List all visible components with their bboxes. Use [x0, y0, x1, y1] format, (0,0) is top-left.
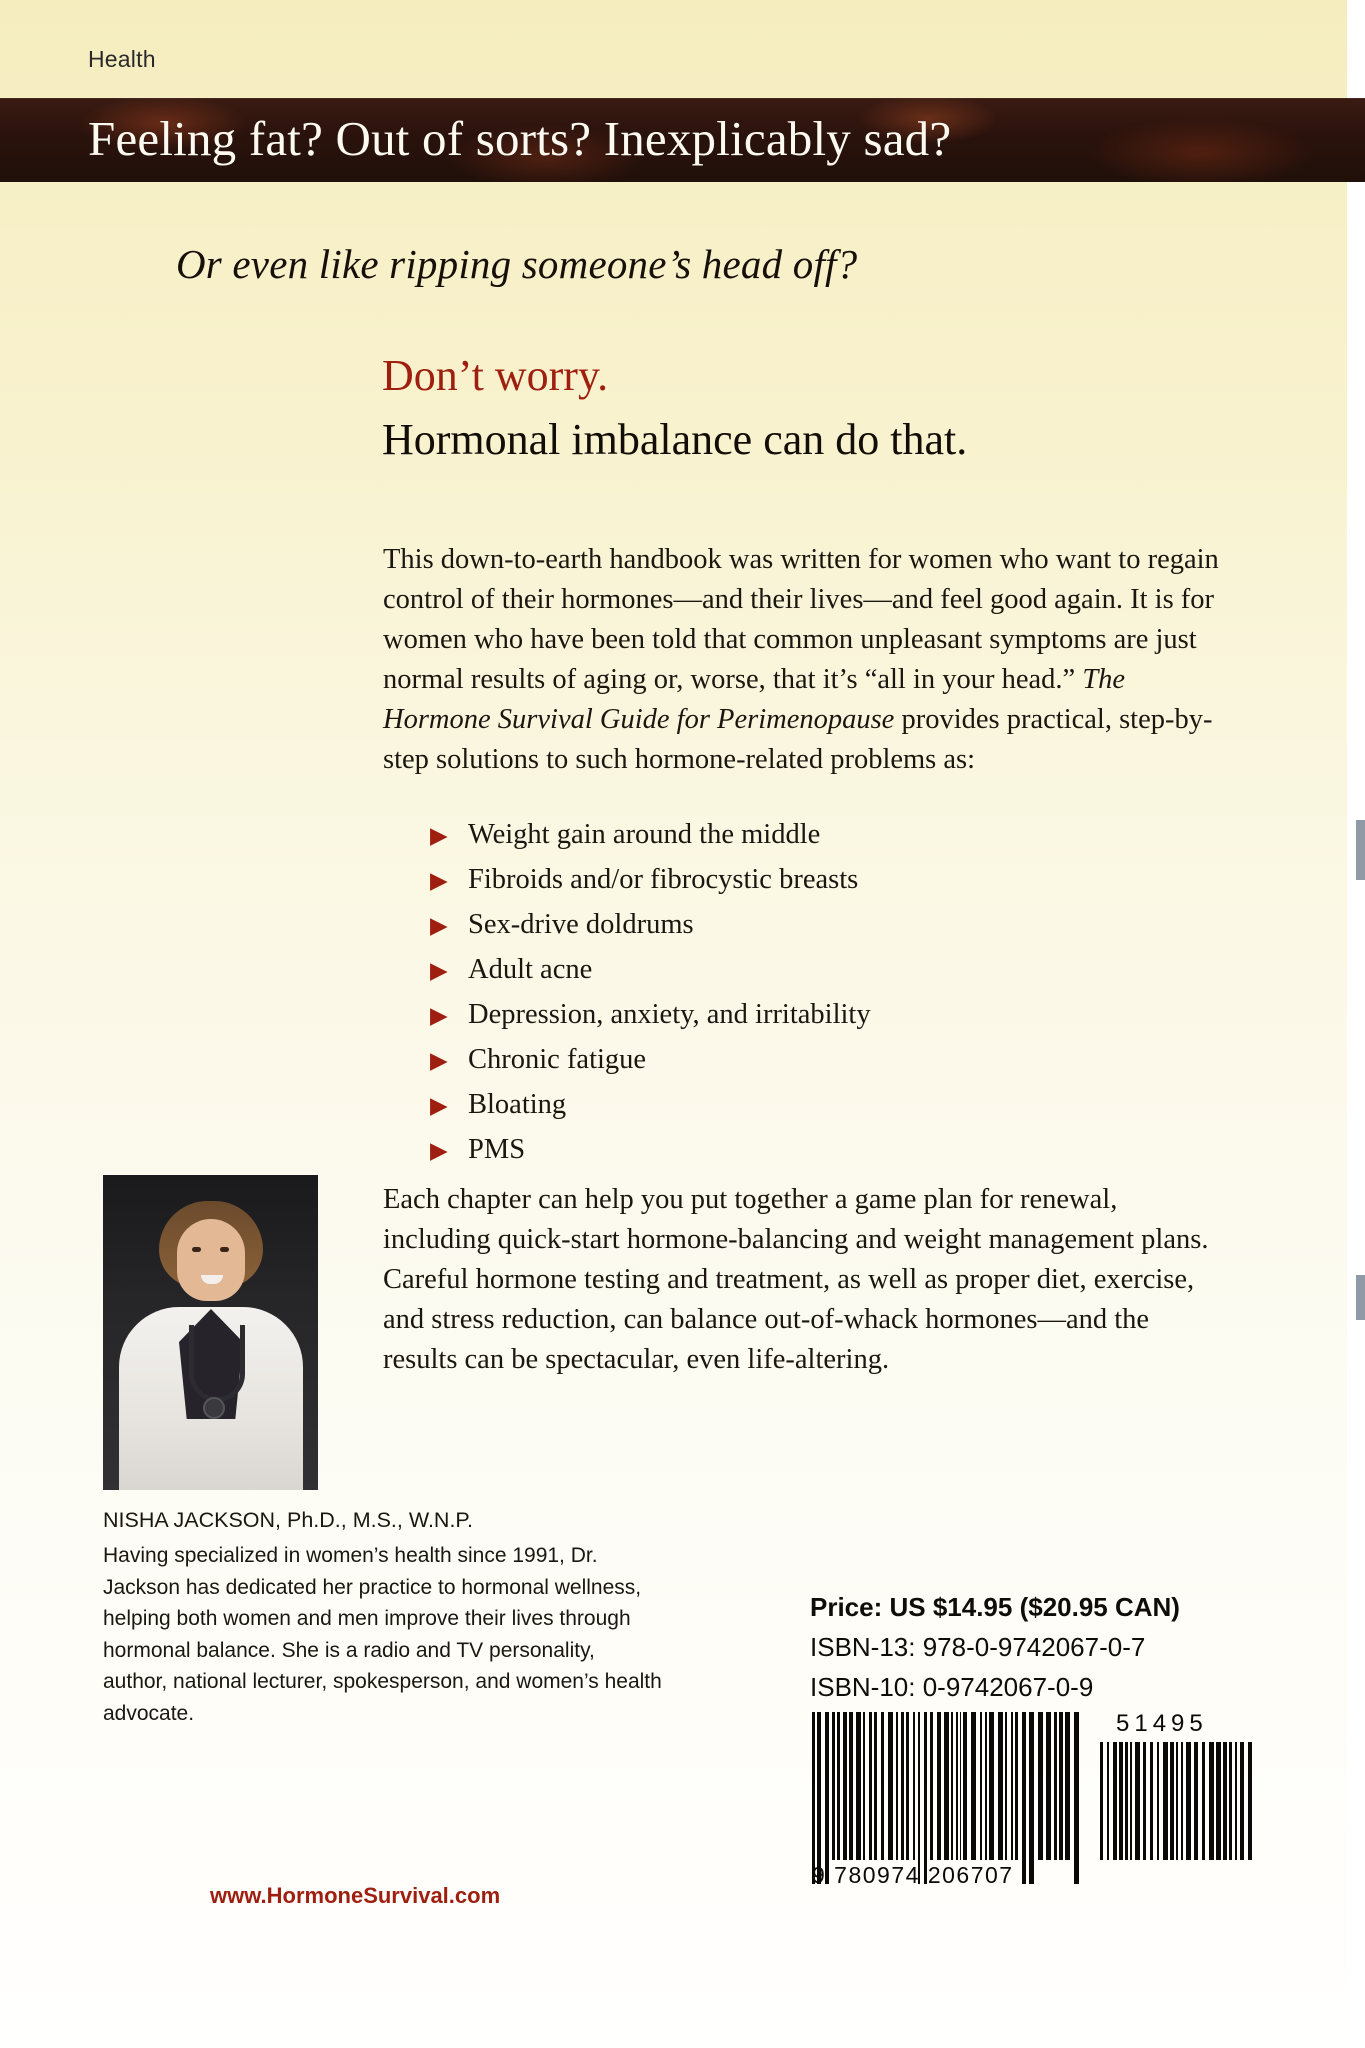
triangle-bullet-icon: ▶: [430, 1003, 448, 1028]
list-item-label: Depression, anxiety, and irritability: [468, 999, 871, 1030]
paragraph-1-part-b: provides practical, step-by-step solutions to such hormone-related problems as:: [383, 704, 1213, 775]
stethoscope-bell-icon: [203, 1397, 225, 1419]
list-item: [430, 1127, 1230, 1172]
book-title-italic: The Hormone Survival Guide for Perimenopause: [383, 664, 1126, 735]
isbn13-text: ISBN-13: 978-0-9742067-0-7: [810, 1632, 1146, 1662]
author-photo-face: [177, 1219, 245, 1301]
list-item-label: Adult acne: [468, 954, 593, 985]
isbn10-text: ISBN-10: 0-9742067-0-9: [810, 1672, 1094, 1702]
author-name: NISHA JACKSON, Ph.D., M.S., W.N.P.: [103, 1508, 473, 1532]
barcode-digits: 9 780974 206707: [812, 1862, 1014, 1888]
subheadline-text: Or even like ripping someone’s head off?: [176, 241, 858, 287]
triangle-bullet-icon: ▶: [430, 958, 448, 983]
category-label: Health: [88, 46, 156, 72]
stethoscope-icon: [189, 1325, 245, 1402]
barcode-addon: [1100, 1712, 1260, 1862]
headline-text: Feeling fat? Out of sorts? Inexplicably sad?: [88, 111, 952, 166]
list-item-label: PMS: [468, 1134, 526, 1165]
list-item-label: Fibroids and/or fibrocystic breasts: [468, 864, 859, 895]
triangle-bullet-icon: ▶: [430, 868, 448, 893]
body-paragraph-2: Each chapter can help you put together a game plan for renewal, including quick-start hormone-balancing and weight management plans. Careful hormone testing and treatment, as well as proper diet, exercise, and stress reduction, can balance out-of-whack hormones—and the results can be spectacular, even life-altering.: [383, 1184, 1209, 1375]
list-item-label: Bloating: [468, 1089, 567, 1120]
price-text: Price: US $14.95 ($20.95 CAN): [810, 1592, 1180, 1622]
cover-right-edge: [1347, 0, 1365, 2048]
author-photo-eye-right: [220, 1247, 229, 1252]
edge-mark-upper: [1356, 820, 1365, 880]
barcode-addon-bars: [1100, 1742, 1260, 1862]
author-photo: [103, 1175, 318, 1490]
list-item: [430, 812, 1230, 857]
list-item: [430, 902, 1230, 947]
triangle-bullet-icon: ▶: [430, 823, 448, 848]
triangle-bullet-icon: ▶: [430, 1093, 448, 1118]
list-item: [430, 992, 1230, 1037]
list-item: [430, 1037, 1230, 1082]
website-link[interactable]: www.HormoneSurvival.com: [210, 1883, 501, 1908]
triangle-bullet-icon: ▶: [430, 1138, 448, 1163]
barcode-addon-digits: 51495: [1116, 1710, 1208, 1737]
tagline-black: Hormonal imbalance can do that.: [382, 415, 968, 464]
list-item-label: Sex-drive doldrums: [468, 909, 694, 940]
list-item-label: Weight gain around the middle: [468, 819, 821, 850]
list-item: [430, 947, 1230, 992]
list-item-label: Chronic fatigue: [468, 1044, 647, 1075]
triangle-bullet-icon: ▶: [430, 1048, 448, 1073]
edge-mark-lower: [1356, 1275, 1365, 1320]
list-item: [430, 857, 1230, 902]
barcode-bars: [812, 1712, 1082, 1887]
barcode-ean13: [812, 1712, 1082, 1887]
tagline-red: Don’t worry.: [382, 351, 609, 400]
author-photo-eye-left: [192, 1247, 201, 1252]
body-paragraph-1: [383, 540, 1238, 780]
list-item: [430, 1082, 1230, 1127]
author-bio: Having specialized in women’s health since 1991, Dr. Jackson has dedicated her practice to hormonal wellness, helping both women and men improve their lives through hormonal balance. She is a radio and TV personality, author, national lecturer, spokesperson, and women’s health advocate.: [103, 1544, 662, 1725]
paragraph-1-part-a: This down-to-earth handbook was written for women who want to regain control of their hormones—and their lives—and feel good again. It is for women who have been told that common unpleasant symptoms are just normal results of aging or, worse, that it’s “all in your head.”: [383, 544, 1219, 695]
headline-banner: [0, 98, 1365, 182]
triangle-bullet-icon: ▶: [430, 913, 448, 938]
symptom-list: [430, 812, 1230, 1172]
